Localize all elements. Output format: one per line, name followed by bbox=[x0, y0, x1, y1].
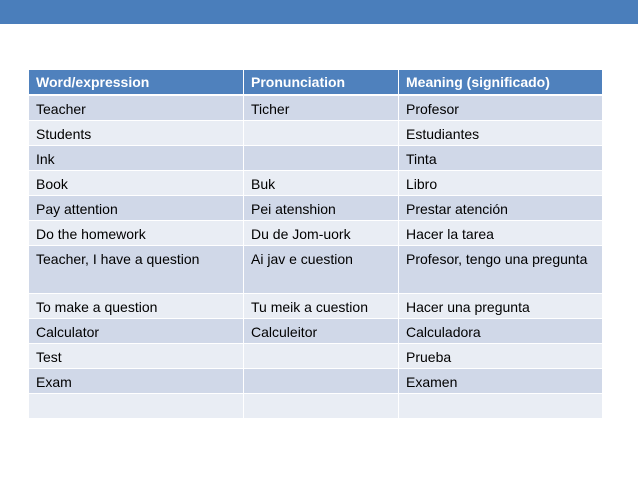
header-word: Word/expression bbox=[29, 70, 244, 95]
table-row bbox=[29, 195, 603, 220]
table-row bbox=[29, 293, 603, 318]
cell-meaning: Hacer una pregunta bbox=[399, 293, 603, 318]
header-meaning: Meaning (significado) bbox=[399, 70, 603, 95]
cell-meaning bbox=[399, 393, 603, 418]
top-accent-band bbox=[0, 0, 638, 24]
cell-word: Teacher bbox=[29, 95, 244, 121]
cell-pronunciation bbox=[244, 393, 399, 418]
cell-meaning: Hacer la tarea bbox=[399, 220, 603, 245]
cell-word: Book bbox=[29, 170, 244, 195]
table-row bbox=[29, 120, 603, 145]
cell-word: Exam bbox=[29, 368, 244, 393]
cell-pronunciation bbox=[244, 120, 399, 145]
table-row bbox=[29, 393, 603, 418]
table-row bbox=[29, 245, 603, 293]
cell-pronunciation: Calculeitor bbox=[244, 318, 399, 343]
cell-meaning: Profesor bbox=[399, 95, 603, 121]
cell-meaning: Calculadora bbox=[399, 318, 603, 343]
table-row bbox=[29, 318, 603, 343]
cell-pronunciation: Du de Jom-uork bbox=[244, 220, 399, 245]
cell-meaning: Profesor, tengo una pregunta bbox=[399, 245, 603, 293]
cell-word bbox=[29, 393, 244, 418]
table-row bbox=[29, 95, 603, 121]
cell-pronunciation: Ai jav e cuestion bbox=[244, 245, 399, 293]
cell-meaning: Prueba bbox=[399, 343, 603, 368]
cell-pronunciation: Tu meik a cuestion bbox=[244, 293, 399, 318]
cell-pronunciation bbox=[244, 368, 399, 393]
table-row bbox=[29, 368, 603, 393]
cell-meaning: Estudiantes bbox=[399, 120, 603, 145]
cell-word: Pay attention bbox=[29, 195, 244, 220]
cell-word: Calculator bbox=[29, 318, 244, 343]
table-header-row bbox=[29, 70, 603, 95]
cell-meaning: Prestar atención bbox=[399, 195, 603, 220]
table-row bbox=[29, 145, 603, 170]
cell-word: Teacher, I have a question bbox=[29, 245, 244, 293]
cell-word: Ink bbox=[29, 145, 244, 170]
cell-pronunciation bbox=[244, 343, 399, 368]
header-pronunciation: Pronunciation bbox=[244, 70, 399, 95]
table-row bbox=[29, 343, 603, 368]
cell-meaning: Tinta bbox=[399, 145, 603, 170]
cell-word: To make a question bbox=[29, 293, 244, 318]
cell-pronunciation: Buk bbox=[244, 170, 399, 195]
cell-word: Test bbox=[29, 343, 244, 368]
cell-word: Do the homework bbox=[29, 220, 244, 245]
cell-pronunciation bbox=[244, 145, 399, 170]
cell-pronunciation: Pei atenshion bbox=[244, 195, 399, 220]
cell-meaning: Examen bbox=[399, 368, 603, 393]
table-row bbox=[29, 170, 603, 195]
cell-pronunciation: Ticher bbox=[244, 95, 399, 121]
cell-meaning: Libro bbox=[399, 170, 603, 195]
vocabulary-table bbox=[28, 69, 603, 419]
table-row bbox=[29, 220, 603, 245]
cell-word: Students bbox=[29, 120, 244, 145]
